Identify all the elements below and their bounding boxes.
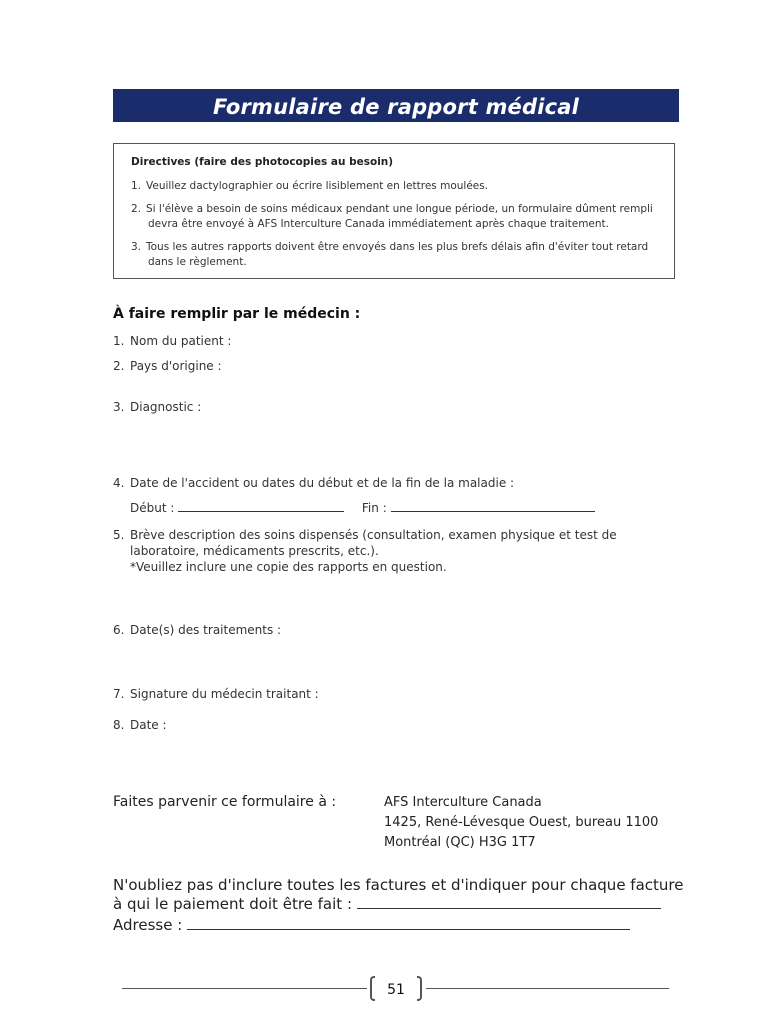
footer-rule-right <box>426 988 669 989</box>
date-field[interactable]: 8. Date : <box>113 718 167 732</box>
directive-item: 3. Tous les autres rapports doivent être envoyés dans les plus brefs délais afin d'éviter tout retard dans le règlement. <box>131 241 649 268</box>
start-end-dates: Début : Fin : <box>130 500 595 516</box>
care-description-field[interactable]: 5. Brève description des soins dispensés (consultation, examen physique et test de laboratoire, médicaments prescrits, etc.). *Veuillez inclure une copie des rapports en question. <box>113 528 617 574</box>
payee-field[interactable]: à qui le paiement doit être fait : <box>113 895 661 914</box>
address-field[interactable]: Adresse : <box>113 916 630 935</box>
illness-dates-field: 4. Date de l'accident ou dates du début et de la fin de la maladie : <box>113 476 515 490</box>
patient-name-field[interactable]: 1. Nom du patient : <box>113 334 232 348</box>
diagnostic-field[interactable]: 3. Diagnostic : <box>113 400 202 414</box>
reminder-text: N'oubliez pas d'inclure toutes les factures et d'indiquer pour chaque facture <box>113 876 684 894</box>
address-input-line[interactable] <box>187 916 630 930</box>
doctor-signature-field[interactable]: 7. Signature du médecin traitant : <box>113 687 319 701</box>
section-heading: À faire remplir par le médecin : <box>113 306 361 322</box>
end-date-line[interactable] <box>391 501 595 512</box>
start-date-line[interactable] <box>178 501 344 512</box>
address-line: 1425, René-Lévesque Ouest, bureau 1100 <box>384 815 659 830</box>
treatment-dates-field[interactable]: 6. Date(s) des traitements : <box>113 623 282 637</box>
send-to-label: Faites parvenir ce formulaire à : <box>113 794 337 810</box>
page-number: 51 <box>387 982 405 998</box>
directives-box <box>113 143 675 279</box>
address-line: AFS Interculture Canada <box>384 795 542 810</box>
country-field[interactable]: 2. Pays d'origine : <box>113 359 222 373</box>
directives-heading: Directives (faire des photocopies au besoin) <box>131 156 394 168</box>
payee-line[interactable] <box>357 895 661 909</box>
directive-item: 2. Si l'élève a besoin de soins médicaux pendant une longue période, un formulaire dûment rempli devra être envoyé à AFS Interculture Canada immédiatement après chaque traitement. <box>131 203 653 230</box>
form-title: Formulaire de rapport médical <box>113 89 679 122</box>
address-line: Montréal (QC) H3G 1T7 <box>384 835 536 850</box>
directive-item: 1. Veuillez dactylographier ou écrire lisiblement en lettres moulées. <box>131 180 489 192</box>
footer-rule-left <box>122 988 367 989</box>
